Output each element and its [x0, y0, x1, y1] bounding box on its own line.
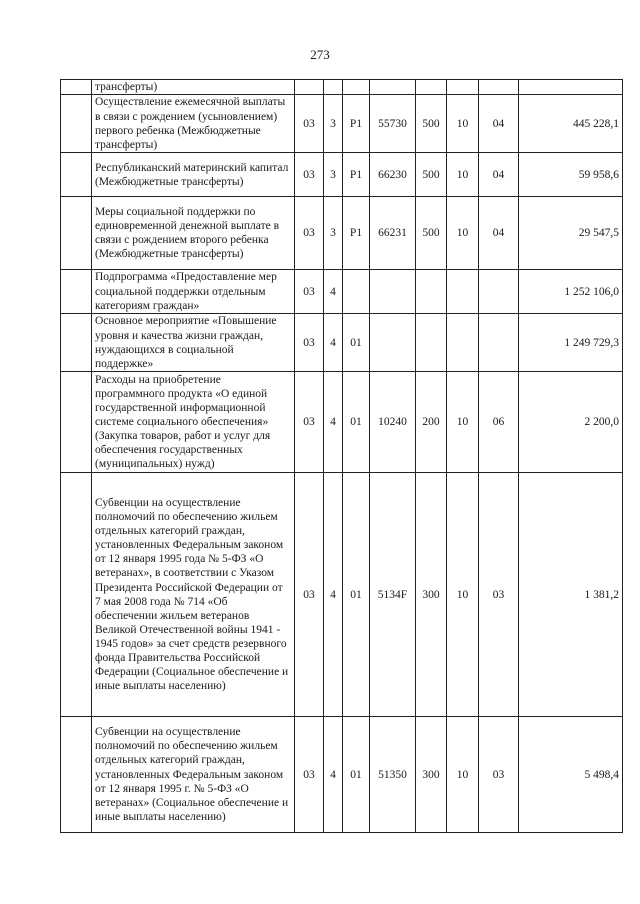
code-cell-c6: 10 — [447, 473, 479, 717]
code-cell-c3: P1 — [343, 153, 370, 197]
code-cell-c2: 3 — [324, 197, 343, 270]
code-cell-c4 — [370, 270, 416, 314]
code-cell-c2: 4 — [324, 314, 343, 372]
row-number-cell — [61, 95, 92, 153]
amount-cell: 445 228,1 — [519, 95, 623, 153]
code-cell-c7 — [479, 270, 519, 314]
code-cell-c6 — [447, 80, 479, 95]
table-row — [61, 372, 623, 473]
code-cell-c3: 01 — [343, 473, 370, 717]
amount-cell: 29 547,5 — [519, 197, 623, 270]
code-cell-c7: 06 — [479, 372, 519, 473]
item-name-cell: Расходы на приобретение программного продукта «О единой государственной информационной системе социального обеспечения» (Закупка товаров, работ и услуг для обеспечения государственных (муниципальных) нужд) — [92, 372, 295, 473]
amount-cell: 1 249 729,3 — [519, 314, 623, 372]
code-cell-c3: P1 — [343, 95, 370, 153]
code-cell-c1: 03 — [295, 197, 324, 270]
code-cell-c5: 300 — [416, 473, 447, 717]
item-name-cell: трансферты) — [92, 80, 295, 95]
row-number-cell — [61, 80, 92, 95]
table-row — [61, 270, 623, 314]
amount-cell: 5 498,4 — [519, 717, 623, 833]
amount-cell: 1 381,2 — [519, 473, 623, 717]
table-body — [61, 80, 623, 833]
row-number-cell — [61, 717, 92, 833]
code-cell-c5: 500 — [416, 197, 447, 270]
code-cell-c7: 03 — [479, 717, 519, 833]
code-cell-c1: 03 — [295, 473, 324, 717]
code-cell-c4: 10240 — [370, 372, 416, 473]
row-number-cell — [61, 270, 92, 314]
code-cell-c5: 500 — [416, 153, 447, 197]
row-number-cell — [61, 372, 92, 473]
amount-cell: 1 252 106,0 — [519, 270, 623, 314]
code-cell-c6: 10 — [447, 372, 479, 473]
code-cell-c1: 03 — [295, 95, 324, 153]
code-cell-c6 — [447, 270, 479, 314]
code-cell-c3: 01 — [343, 314, 370, 372]
code-cell-c6: 10 — [447, 717, 479, 833]
code-cell-c2: 4 — [324, 372, 343, 473]
row-number-cell — [61, 197, 92, 270]
code-cell-c6: 10 — [447, 95, 479, 153]
code-cell-c2 — [324, 80, 343, 95]
code-cell-c7 — [479, 80, 519, 95]
table-row — [61, 473, 623, 717]
code-cell-c2: 4 — [324, 270, 343, 314]
table-row — [61, 95, 623, 153]
code-cell-c4: 66230 — [370, 153, 416, 197]
code-cell-c1 — [295, 80, 324, 95]
code-cell-c6: 10 — [447, 153, 479, 197]
budget-table — [60, 79, 623, 833]
item-name-cell: Основное мероприятие «Повышение уровня и качества жизни граждан, нуждающихся в социальной поддержке» — [92, 314, 295, 372]
item-name-cell: Меры социальной поддержки по единовременной денежной выплате в связи с рождением второго ребенка (Межбюджетные трансферты) — [92, 197, 295, 270]
code-cell-c4 — [370, 314, 416, 372]
code-cell-c5 — [416, 314, 447, 372]
amount-cell — [519, 80, 623, 95]
code-cell-c1: 03 — [295, 270, 324, 314]
code-cell-c4: 55730 — [370, 95, 416, 153]
code-cell-c4: 51350 — [370, 717, 416, 833]
code-cell-c4: 66231 — [370, 197, 416, 270]
code-cell-c2: 3 — [324, 95, 343, 153]
code-cell-c2: 3 — [324, 153, 343, 197]
code-cell-c5 — [416, 80, 447, 95]
code-cell-c3 — [343, 80, 370, 95]
code-cell-c7: 04 — [479, 197, 519, 270]
item-name-cell: Субвенции на осуществление полномочий по обеспечению жильем отдельных категорий граждан, установленных Федеральным законом от 12 января 1995 г. № 5-ФЗ «О ветеранах» (Социальное обеспечение и иные выплаты населению) — [92, 717, 295, 833]
code-cell-c3: P1 — [343, 197, 370, 270]
code-cell-c7: 04 — [479, 153, 519, 197]
amount-cell: 2 200,0 — [519, 372, 623, 473]
code-cell-c4 — [370, 80, 416, 95]
code-cell-c1: 03 — [295, 717, 324, 833]
code-cell-c6: 10 — [447, 197, 479, 270]
code-cell-c2: 4 — [324, 717, 343, 833]
table-row — [61, 197, 623, 270]
code-cell-c6 — [447, 314, 479, 372]
item-name-cell: Осуществление ежемесячной выплаты в связи с рождением (усыновлением) первого ребенка (Межбюджетные трансферты) — [92, 95, 295, 153]
code-cell-c7: 03 — [479, 473, 519, 717]
code-cell-c1: 03 — [295, 153, 324, 197]
item-name-cell: Субвенции на осуществление полномочий по обеспечению жильем отдельных категорий граждан, установленных Федеральным законом от 12 января 1995 года № 5-ФЗ «О ветеранах», в соответствии с Указом Президента Российской Федерации от 7 мая 2008 года № 714 «Об обеспечении жильем ветеранов Великой Отечественной войны 1941 - 1945 годов» за счет средств резервного фонда Правительства Российской Федерации (Социальное обеспечение и иные выплаты населению) — [92, 473, 295, 717]
item-name-cell: Республиканский материнский капитал (Межбюджетные трансферты) — [92, 153, 295, 197]
item-name-cell: Подпрограмма «Предоставление мер социальной поддержки отдельным категориям граждан» — [92, 270, 295, 314]
table-row — [61, 314, 623, 372]
code-cell-c3: 01 — [343, 717, 370, 833]
row-number-cell — [61, 314, 92, 372]
code-cell-c5: 300 — [416, 717, 447, 833]
code-cell-c3 — [343, 270, 370, 314]
page-number: 273 — [310, 47, 330, 62]
code-cell-c5: 500 — [416, 95, 447, 153]
code-cell-c1: 03 — [295, 314, 324, 372]
code-cell-c7 — [479, 314, 519, 372]
amount-cell: 59 958,6 — [519, 153, 623, 197]
code-cell-c7: 04 — [479, 95, 519, 153]
table-row — [61, 153, 623, 197]
code-cell-c4: 5134F — [370, 473, 416, 717]
row-number-cell — [61, 473, 92, 717]
code-cell-c5 — [416, 270, 447, 314]
code-cell-c2: 4 — [324, 473, 343, 717]
code-cell-c1: 03 — [295, 372, 324, 473]
code-cell-c5: 200 — [416, 372, 447, 473]
code-cell-c3: 01 — [343, 372, 370, 473]
table-row — [61, 80, 623, 95]
row-number-cell — [61, 153, 92, 197]
table-row — [61, 717, 623, 833]
